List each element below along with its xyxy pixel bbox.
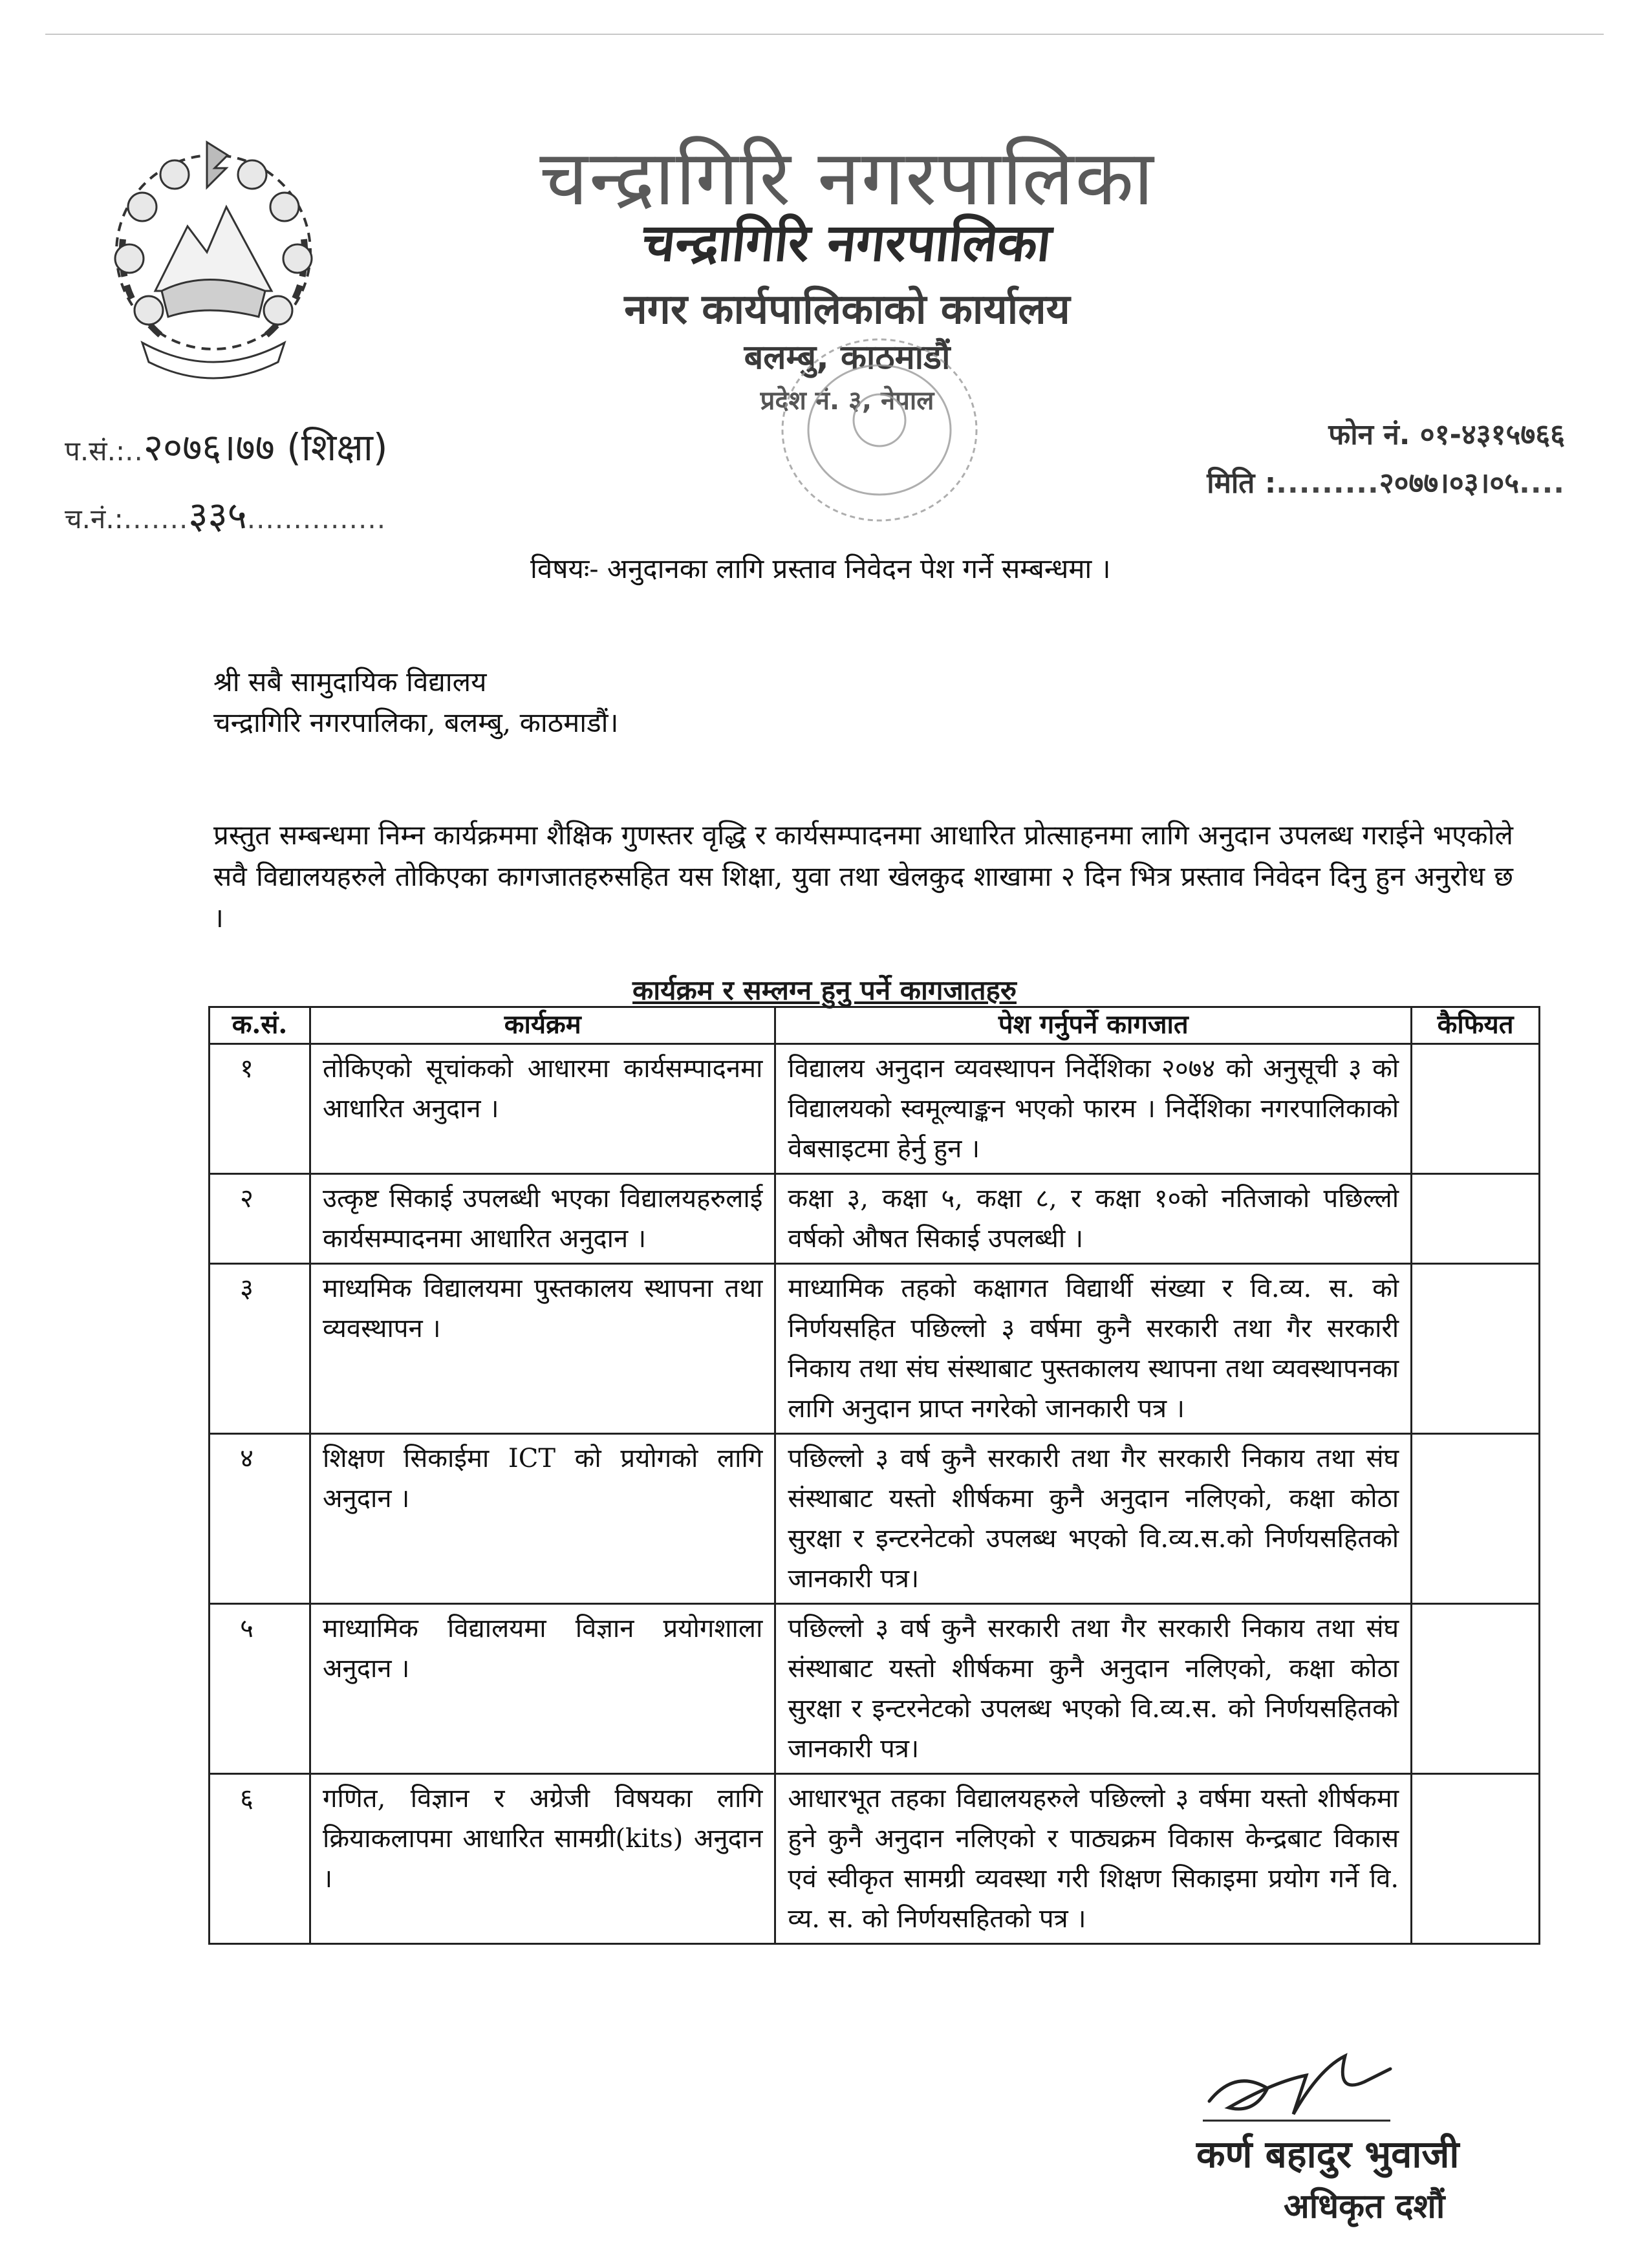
- office-location: बलम्बु, काठमाडौं: [744, 338, 951, 377]
- date-dots-after: ....: [1519, 467, 1565, 500]
- municipality-title: चन्द्रागिरि नगरपालिका: [539, 133, 1155, 222]
- row-serial: ४: [210, 1434, 310, 1604]
- letter-subject: विषयः- अनुदानका लागि प्रस्ताव निवेदन पेश गर्ने सम्बन्धमा ।: [530, 553, 1111, 584]
- province: प्रदेश नं. ३, नेपाल: [760, 386, 934, 416]
- cn-line: [65, 488, 386, 539]
- municipality-title-local-script: चन्द्रागिरि नगरपालिका: [640, 213, 1055, 273]
- cn-value: ३३५: [188, 493, 247, 537]
- table-header-row: [210, 1007, 1540, 1044]
- table-row: [210, 1044, 1540, 1174]
- table-caption: कार्यक्रम र सम्लग्न हुनु पर्ने कागजातहरु: [632, 974, 1017, 1006]
- row-remarks: [1412, 1774, 1540, 1944]
- cn-dots-before: .......: [123, 503, 189, 535]
- header-documents: पेश गर्नुपर्ने कागजात: [775, 1007, 1412, 1044]
- row-serial: १: [210, 1044, 310, 1174]
- top-rule: [45, 34, 1604, 35]
- table-row: [210, 1774, 1540, 1944]
- recipient-line-2: चन्द्रागिरि नगरपालिका, बलम्बु, काठमाडौं।: [213, 707, 619, 738]
- header-serial: क.सं.: [210, 1007, 310, 1044]
- row-remarks: [1412, 1264, 1540, 1434]
- row-program: तोकिएको सूचांकको आधारमा कार्यसम्पादनमा आधारित अनुदान ।: [310, 1044, 775, 1174]
- row-remarks: [1412, 1044, 1540, 1174]
- table-row: [210, 1264, 1540, 1434]
- row-documents: कक्षा ३, कक्षा ५, कक्षा ८, र कक्षा १०को नतिजाको पछिल्लो वर्षको औषत सिकाई उपलब्धी ।: [775, 1174, 1412, 1264]
- row-program: शिक्षण सिकाईमा ICT को प्रयोगको लागि अनुदान ।: [310, 1434, 775, 1604]
- header-remarks: कैफियत: [1412, 1007, 1540, 1044]
- row-program: माध्यामिक विद्यालयमा विज्ञान प्रयोगशाला अनुदान ।: [310, 1604, 775, 1774]
- program-table: [208, 1006, 1540, 1945]
- row-documents: पछिल्लो ३ वर्ष कुनै सरकारी तथा गैर सरकारी निकाय तथा संघ संस्थाबाट यस्तो शीर्षकमा कुनै अनुदान नलिएको, कक्षा कोठा सुरक्षा र इन्टरनेटको उपलब्ध भएको वि.व्य.स.को निर्णयसहितको जानकारी पत्र।: [775, 1434, 1412, 1604]
- row-program: उत्कृष्ट सिकाई उपलब्धी भएका विद्यालयहरुलाई कार्यसम्पादनमा आधारित अनुदान ।: [310, 1174, 775, 1264]
- cn-dots-after: ...............: [246, 503, 387, 535]
- ps-dots: ..: [125, 435, 144, 467]
- nepal-emblem-icon: [78, 129, 349, 388]
- row-program: गणित, विज्ञान र अग्रेजी विषयका लागि क्रियाकलापमा आधारित सामग्री(kits) अनुदान ।: [310, 1774, 775, 1944]
- signatory-name: कर्ण बहादुर भुवाजी: [1196, 2132, 1460, 2176]
- handwritten-signature: [1196, 2043, 1403, 2134]
- table-row: [210, 1604, 1540, 1774]
- row-documents: पछिल्लो ३ वर्ष कुनै सरकारी तथा गैर सरकारी निकाय तथा संघ संस्थाबाट यस्तो शीर्षकमा कुनै अनुदान नलिएको, कक्षा कोठा सुरक्षा र इन्टरनेटको उपलब्ध भएको वि.व्य.स. को निर्णयसहितको जानकारी पत्र।: [775, 1604, 1412, 1774]
- ps-line: [65, 420, 388, 471]
- office-stamp: [757, 323, 1002, 537]
- row-remarks: [1412, 1434, 1540, 1604]
- row-documents: आधारभूत तहका विद्यालयहरुले पछिल्लो ३ वर्षमा यस्तो शीर्षकमा हुने कुनै अनुदान नलिएको र पाठ्यक्रम विकास केन्द्रबाट विकास एवं स्वीकृत सामग्री व्यवस्था गरी शिक्षण सिकाइमा प्रयोग गर्ने वि. व्य. स. को निर्णयसहितको पत्र ।: [775, 1774, 1412, 1944]
- cn-label: च.नं.:: [65, 503, 124, 535]
- date-dots-before: .........: [1276, 467, 1379, 500]
- table-row: [210, 1174, 1540, 1264]
- row-serial: ५: [210, 1604, 310, 1774]
- row-remarks: [1412, 1604, 1540, 1774]
- row-serial: २: [210, 1174, 310, 1264]
- date-line: [1207, 462, 1565, 501]
- row-remarks: [1412, 1174, 1540, 1264]
- signatory-title: अधिकृत दशौं: [1284, 2187, 1445, 2226]
- office-title: नगर कार्यपालिकाको कार्यालय: [624, 286, 1070, 334]
- row-documents: माध्यामिक तहको कक्षागत विद्यार्थी संख्या र वि.व्य. स. को निर्णयसहित पछिल्लो ३ वर्षमा कुनै सरकारी तथा गैर सरकारी निकाय तथा संघ संस्थाबाट पुस्तकालय स्थापना तथा व्यवस्थापनका लागि अनुदान प्राप्त नगरेको जानकारी पत्र ।: [775, 1264, 1412, 1434]
- date-value: २०७७।०३।०५: [1379, 467, 1520, 500]
- ps-value: २०७६।७७ (शिक्षा): [143, 425, 388, 469]
- ps-label: प.सं.:: [65, 435, 125, 467]
- row-program: माध्यमिक विद्यालयमा पुस्तकालय स्थापना तथा व्यवस्थापन ।: [310, 1264, 775, 1434]
- header-program: कार्यक्रम: [310, 1007, 775, 1044]
- recipient-line-1: श्री सबै सामुदायिक विद्यालय: [213, 666, 487, 698]
- letter-body: प्रस्तुत सम्बन्धमा निम्न कार्यक्रममा शैक्षिक गुणस्तर वृद्धि र कार्यसम्पादनमा आधारित प्रोत्साहनमा लागि अनुदान उपलब्ध गराईने भएकोले सवै विद्यालयहरुले तोकिएका कागजातहरुसहित यस शिक्षा, युवा तथा खेलकुद शाखामा २ दिन भित्र प्रस्ताव निवेदन दिनु हुन अनुरोध छ ।: [213, 819, 1513, 934]
- phone-number: फोन नं. ०१-४३१५७६६: [1328, 418, 1565, 451]
- date-label: मिति :: [1207, 467, 1277, 500]
- table-row: [210, 1434, 1540, 1604]
- row-serial: ६: [210, 1774, 310, 1944]
- row-documents: विद्यालय अनुदान व्यवस्थापन निर्देशिका २०७४ को अनुसूची ३ को विद्यालयको स्वमूल्याङ्कन भएको फारम । निर्देशिका नगरपालिकाको वेबसाइटमा हेर्नु हुन ।: [775, 1044, 1412, 1174]
- row-serial: ३: [210, 1264, 310, 1434]
